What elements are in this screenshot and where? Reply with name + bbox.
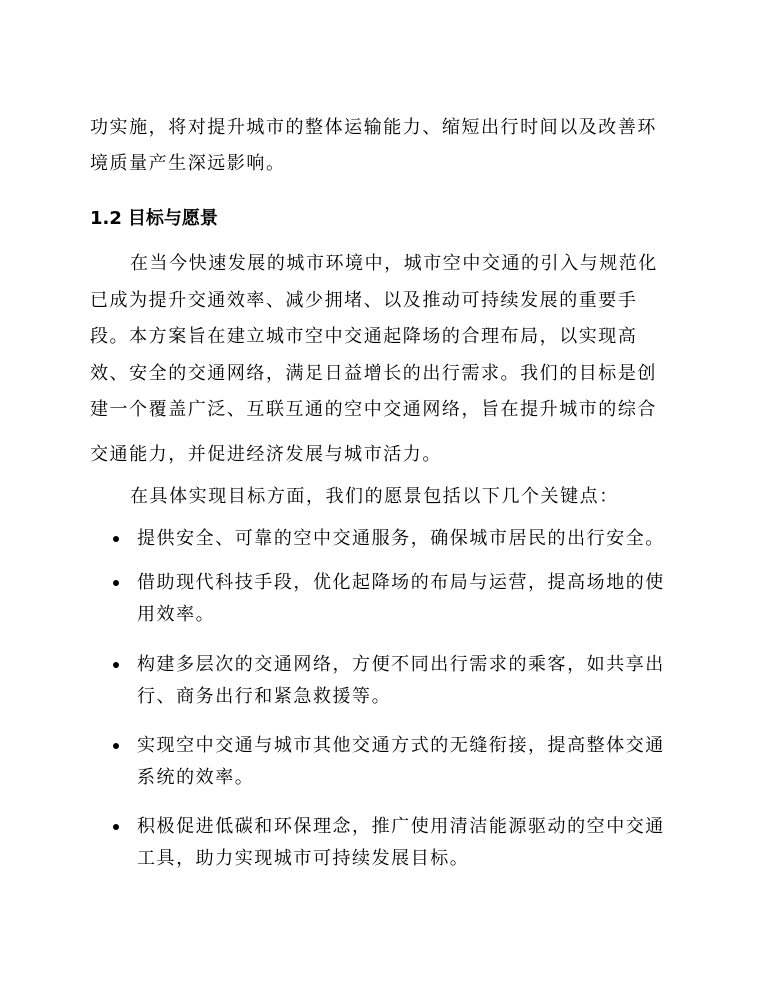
paragraph-line: 已成为提升交通效率、减少拥堵、以及推动可持续发展的重要手 xyxy=(90,290,638,311)
bullet-line: 用效率。 xyxy=(137,604,216,625)
bullet-line: 构建多层次的交通网络，方便不同出行需求的乘客，如共享出 xyxy=(137,654,665,675)
paragraph-line: 交通能力，并促进经济发展与城市活力。 xyxy=(90,444,442,465)
bullet-icon xyxy=(113,662,119,668)
paragraph-line: 在当今快速发展的城市环境中，城市空中交通的引入与规范化 xyxy=(130,253,658,274)
paragraph-line: 建一个覆盖广泛、互联互通的空中交通网络，旨在提升城市的综合 xyxy=(90,399,657,420)
bullet-line: 借助现代科技手段，优化起降场的布局与运营，提高场地的使 xyxy=(137,572,665,593)
intro-line: 功实施，将对提升城市的整体运输能力、缩短出行时间以及改善环 xyxy=(90,117,657,138)
paragraph-line: 段。本方案旨在建立城市空中交通起降场的合理布局，以实现高 xyxy=(90,326,638,347)
paragraph-line: 效、安全的交通网络，满足日益增长的出行需求。我们的目标是创 xyxy=(90,363,657,384)
bullet-icon xyxy=(113,536,119,542)
bullet-icon xyxy=(113,580,119,586)
section-number: 1.2 xyxy=(90,208,122,229)
bullet-icon xyxy=(113,743,119,749)
bullet-line: 提供安全、可靠的空中交通服务，确保城市居民的出行安全。 xyxy=(137,528,665,549)
section-title: 目标与愿景 xyxy=(127,208,218,229)
bullet-line: 实现空中交通与城市其他交通方式的无缝衔接，提高整体交通 xyxy=(137,735,665,756)
bullet-line: 系统的效率。 xyxy=(137,767,255,788)
section-heading xyxy=(90,207,218,231)
bullet-line: 行、商务出行和紧急救援等。 xyxy=(137,686,392,707)
bullet-icon xyxy=(113,824,119,830)
paragraph-line: 在具体实现目标方面，我们的愿景包括以下几个关键点： xyxy=(130,486,619,507)
bullet-line: 积极促进低碳和环保理念，推广使用清洁能源驱动的空中交通 xyxy=(137,816,665,837)
intro-line: 境质量产生深远影响。 xyxy=(90,153,286,174)
bullet-line: 工具，助力实现城市可持续发展目标。 xyxy=(137,848,470,869)
